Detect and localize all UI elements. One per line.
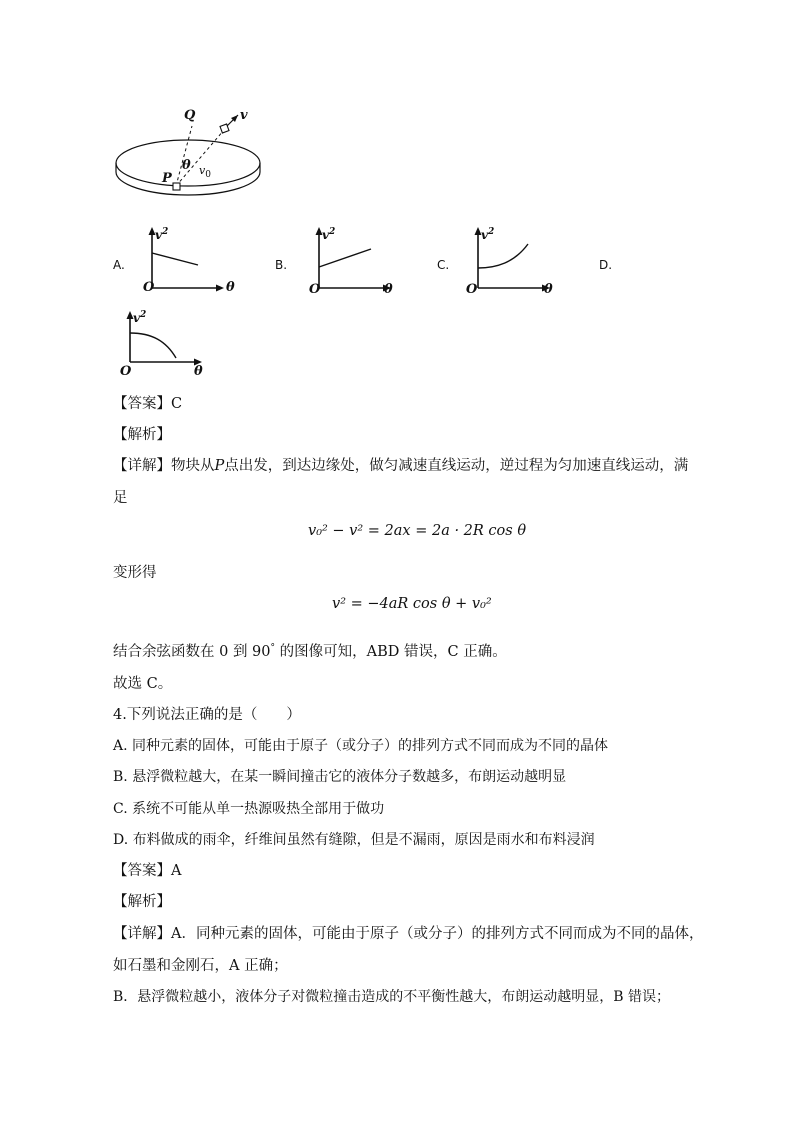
option-c-curve xyxy=(478,244,528,268)
option-c-ylabel-sup: 2 xyxy=(487,227,495,237)
option-c-xlabel: θ xyxy=(544,282,553,297)
option-a-ylabel-v: v xyxy=(155,228,162,242)
option-d-ylabel-sup: 2 xyxy=(139,310,147,320)
option-b-ylabel xyxy=(322,227,335,242)
label-v0-letter: v xyxy=(199,164,206,177)
q3-detail-line-1 xyxy=(113,456,688,476)
option-c-ylabel xyxy=(481,227,494,242)
option-d-xlabel: θ xyxy=(194,364,203,379)
option-b-ylabel-sup: 2 xyxy=(328,227,336,237)
q4-option-a: A. 同种元素的固体，可能由于原子（或分子）的排列方式不同而成为不同的晶体 xyxy=(113,738,609,754)
option-b-origin: O xyxy=(309,282,321,297)
q3-detail-line-2: 足 xyxy=(113,490,128,506)
q4-detail-tag: 【详解】 xyxy=(113,926,171,942)
label-v0-sub: 0 xyxy=(205,170,211,181)
option-b-xlabel: θ xyxy=(384,282,393,297)
label-q: Q xyxy=(184,108,196,123)
option-c-letter: C. xyxy=(437,258,450,272)
option-a-letter: A. xyxy=(113,258,125,272)
q4-answer-value: A xyxy=(171,863,182,879)
q3-answer-tag: 【答案】 xyxy=(113,396,171,412)
q4-option-c: C. 系统不可能从单一热源吸热全部用于做功 xyxy=(113,801,385,817)
q3-equation-1: v₀² − v² = 2ax = 2a · 2R cos θ xyxy=(308,523,527,539)
q4-option-b: B. 悬浮微粒越大，在某一瞬间撞击它的液体分子数越多，布朗运动越明显 xyxy=(113,769,567,785)
q3-conclusion-a: 结合余弦函数在 0 到 90 xyxy=(113,643,271,660)
option-b-curve xyxy=(319,249,371,267)
q4-detail-1: A．同种元素的固体，可能由于原子（或分子）的排列方式不同而成为不同的晶体， xyxy=(171,926,704,942)
q4-answer-tag: 【答案】 xyxy=(113,863,171,879)
option-a-ylabel-sup: 2 xyxy=(161,227,169,237)
q3-conclusion-b: 的图像可知，ABD 错误，C 正确。 xyxy=(275,643,507,660)
q3-detail-1a: 物块从 xyxy=(171,458,215,474)
option-a-curve xyxy=(152,253,198,265)
q4-analysis-tag: 【解析】 xyxy=(113,894,171,910)
option-c-ylabel-v: v xyxy=(481,228,488,242)
q3-answer-value: C xyxy=(171,396,183,412)
q4-detail-line-3: B．悬浮微粒越小，液体分子对微粒撞击造成的不平衡性越大，布朗运动越明显，B 错误； xyxy=(113,989,671,1005)
option-a-origin: O xyxy=(143,280,155,295)
option-d-letter: D. xyxy=(599,258,613,272)
label-theta: θ xyxy=(182,158,191,173)
q4-answer-line xyxy=(113,861,181,881)
option-a-xlabel: θ xyxy=(226,280,235,295)
q3-transform-label: 变形得 xyxy=(113,565,157,581)
option-d-ylabel-v: v xyxy=(133,311,140,325)
option-a-ylabel xyxy=(155,227,168,242)
q4-detail-line-2: 如石墨和金刚石，A 正确； xyxy=(113,958,288,974)
label-v: v xyxy=(240,108,248,123)
option-b-ylabel-v: v xyxy=(322,228,329,242)
q4-detail-line-1 xyxy=(113,924,703,944)
option-c-graph xyxy=(464,225,556,297)
q3-conclusion xyxy=(113,638,507,662)
label-p: P xyxy=(162,171,172,186)
q3-detail-tag: 【详解】 xyxy=(113,458,171,474)
q3-detail-1b: P xyxy=(214,458,225,474)
q3-answer-line xyxy=(113,394,182,414)
q4-option-d: D. 布料做成的雨伞，纤维间虽然有缝隙，但是不漏雨，原因是雨水和布料浸润 xyxy=(113,832,595,848)
q4-stem: 4.下列说法正确的是（ ） xyxy=(113,707,301,723)
q3-equation-2: v² = −4aR cos θ + v₀² xyxy=(332,596,492,612)
q3-conclusion-degree: ° xyxy=(270,643,276,653)
option-d-curve xyxy=(130,333,176,358)
label-v0 xyxy=(199,164,211,180)
q3-choose: 故选 C。 xyxy=(113,676,173,692)
q3-detail-1c: 点出发，到达边缘处，做匀减速直线运动，逆过程为匀加速直线运动，满 xyxy=(224,458,689,474)
option-c-origin: O xyxy=(466,282,478,297)
option-d-origin: O xyxy=(120,364,132,379)
option-d-ylabel xyxy=(133,310,146,325)
option-b-letter: B. xyxy=(275,258,288,272)
q3-analysis-tag: 【解析】 xyxy=(113,427,171,443)
